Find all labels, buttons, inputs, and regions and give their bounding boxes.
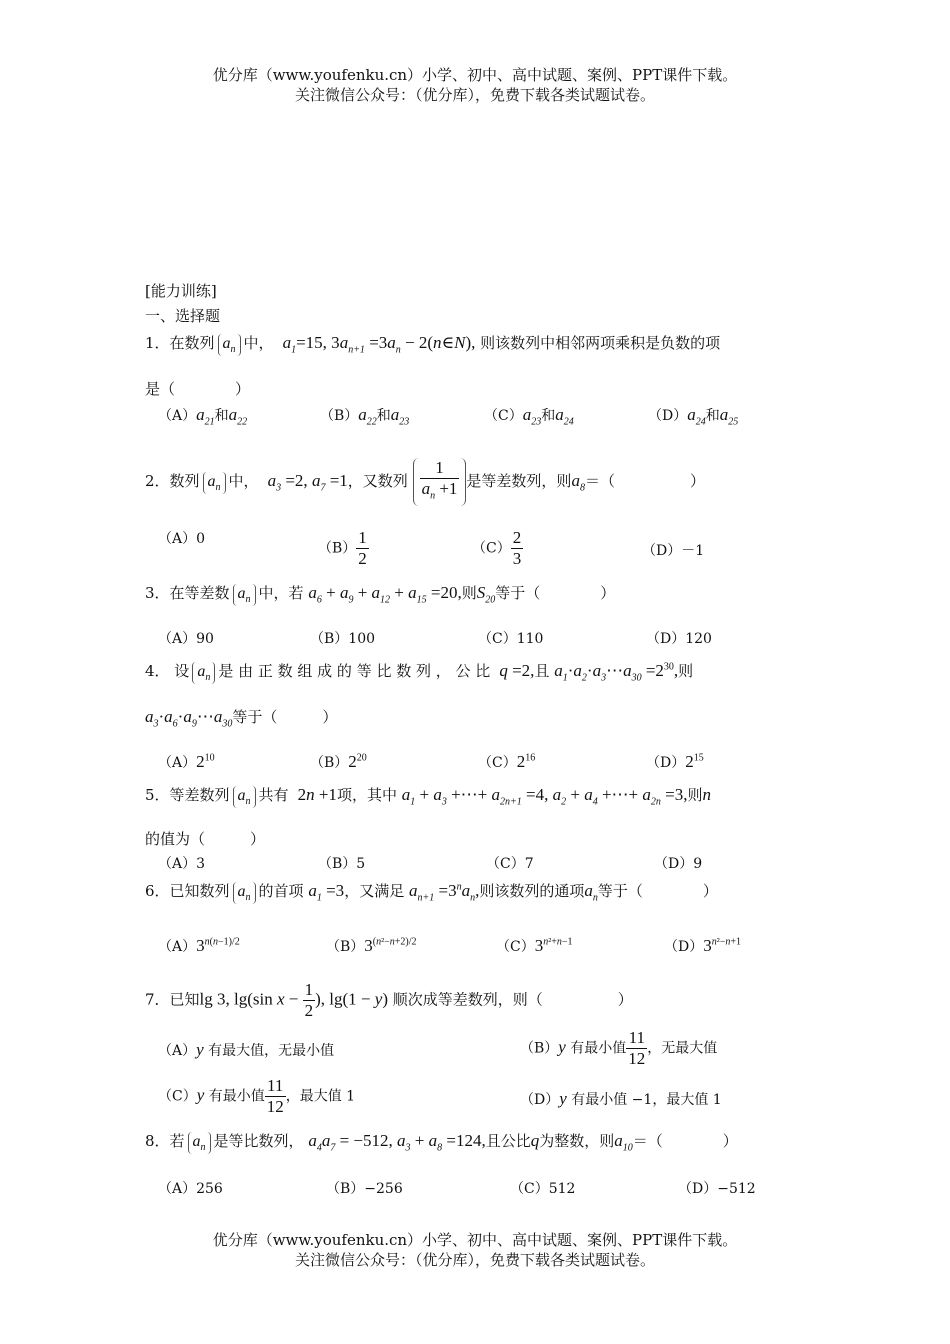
header-line-1: 优分库（www.youfenku.cn）小学、初中、高中试题、案例、PPT课件下载。 xyxy=(212,66,738,84)
q2-option-a[interactable]: （A）0 xyxy=(158,531,206,547)
q3-option-a[interactable]: （A）90 xyxy=(158,631,214,647)
question-4-cont: $a_3\cdot a_6\cdot a_9\cdots a_{30}$等于（ ） xyxy=(145,707,338,730)
q7-option-c[interactable]: （C）y 有最小值 $\frac{11}{12}$ ，最大值 1 xyxy=(158,1076,356,1116)
q8-option-c[interactable]: （C）512 xyxy=(510,1181,576,1197)
question-7: 7．已知lg 3, lg(sin x − $\frac{1}{2}$ ), lg(1 − y) 顺次成等差数列，则（ ） xyxy=(145,980,633,1020)
q4-option-d[interactable]: $(D)2^{15}$ xyxy=(646,752,704,771)
question-6: 6．已知数列 $a_n$ 的首项 $a_1 =3$，又满足 $a_{n+1} =3^na_n$,则该数列的通项$a_n$等于（ ） xyxy=(145,881,718,904)
q7-option-d[interactable]: （D）y 有最小值 −1，最大值 1 xyxy=(520,1089,722,1108)
question-4: 4． 设 $a_n$ 是 由 正 数 组 成 的 等 比 数 列 ， 公 比 q =2,且 $a_1\cdot a_2\cdot a_3\cdots a_{30} =2^{30}$,则 xyxy=(145,661,694,684)
q6-option-d[interactable]: $(D)3^{n^2-n+1}$ xyxy=(664,936,742,955)
q8-option-a[interactable]: （A）256 xyxy=(158,1181,223,1197)
q1-option-a[interactable]: $(A)a_{21}$和$a_{22}$ xyxy=(158,405,248,428)
q1-option-b[interactable]: $(B)a_{22}$和$a_{23}$ xyxy=(320,405,410,428)
q5-option-d[interactable]: （D）9 xyxy=(654,856,703,872)
q8-option-d[interactable]: （D）−512 xyxy=(678,1181,756,1197)
q3-option-d[interactable]: （D）120 xyxy=(646,631,712,647)
footer-line-2: 关注微信公众号：（优分库），免费下载各类试题试卷。 xyxy=(294,1251,655,1269)
q7-option-b[interactable]: （B）y 有最小值 $\frac{11}{12}$ ，无最大值 xyxy=(520,1028,718,1068)
question-3: 3．在等差数 $a_n$ 中，若 $a_6 + a_9 + a_{12} + a_{15} =20$,则$S_{20}$等于（ ） xyxy=(145,583,616,606)
header-line-2: 关注微信公众号：（优分库），免费下载各类试题试卷。 xyxy=(294,86,655,104)
q4-option-c[interactable]: $(C)2^{16}$ xyxy=(478,752,536,771)
question-8: 8．若 $a_n$ 是等比数列， $a_4a_7 = -512$, $a_3 + a_8 =124$,且公比q为整数，则$a_{10}=$（ ） xyxy=(145,1131,738,1154)
q3-option-c[interactable]: （C）110 xyxy=(478,631,544,647)
section-title: [能力训练] xyxy=(145,282,217,300)
subsection-title: 一、选择题 xyxy=(145,307,221,325)
question-1: 1．在数列 $a_n$ 中， $a_1=15$, $3a_{n+1} =3a_n$ − 2(n∈N), 则该数列中相邻两项乘积是负数的项 xyxy=(145,333,721,356)
q5-option-b[interactable]: （B）5 xyxy=(318,856,366,872)
question-5-cont: 的值为（ ） xyxy=(145,830,266,848)
q6-option-b[interactable]: $(B)3^{(n^2-n+2)/2}$ xyxy=(326,936,417,955)
q5-option-a[interactable]: （A）3 xyxy=(158,856,206,872)
q5-option-c[interactable]: （C）7 xyxy=(486,856,534,872)
q1-option-d[interactable]: $(D)a_{24}$和$a_{25}$ xyxy=(648,405,739,428)
question-2: 2．数列 $a_n$ 中， $a_3 =2$, $a_7 =1$，又数列 $\frac{1}{a_n +1}$ 是等差数列，则$a_8=$（ ） xyxy=(145,458,705,506)
footer-line-1: 优分库（www.youfenku.cn）小学、初中、高中试题、案例、PPT课件下载。 xyxy=(212,1231,738,1249)
q4-option-a[interactable]: $(A)2^{10}$ xyxy=(158,752,215,771)
q2-option-c[interactable]: （C） $\frac{2}{3}$ xyxy=(472,528,522,568)
q2-option-b[interactable]: （B） $\frac{1}{2}$ xyxy=(318,528,367,568)
q1-option-c[interactable]: $(C)a_{23}$和$a_{24}$ xyxy=(484,405,574,428)
q8-option-b[interactable]: （B）−256 xyxy=(326,1181,403,1197)
q6-option-a[interactable]: $(A)3^{n(n-1)/2}$ xyxy=(158,936,240,955)
q3-option-b[interactable]: （B）100 xyxy=(310,631,376,647)
q4-option-b[interactable]: $(B)2^{20}$ xyxy=(310,752,367,771)
question-5: 5．等差数列 $a_n$ 共有 2n +1项，其中 $a_1 + a_3$ +⋯+ $a_{2n+1} =4$, $a_2 + a_4$ +⋯+ $a_{2n} =3$,则n xyxy=(145,785,711,808)
q2-option-d[interactable]: （D）－1 xyxy=(642,543,705,559)
q7-option-a[interactable]: （A）y 有最大值，无最小值 xyxy=(158,1040,335,1059)
question-1-cont: 是（ ） xyxy=(145,380,251,398)
q6-option-c[interactable]: $(C)3^{n^2+n-1}$ xyxy=(496,936,573,955)
